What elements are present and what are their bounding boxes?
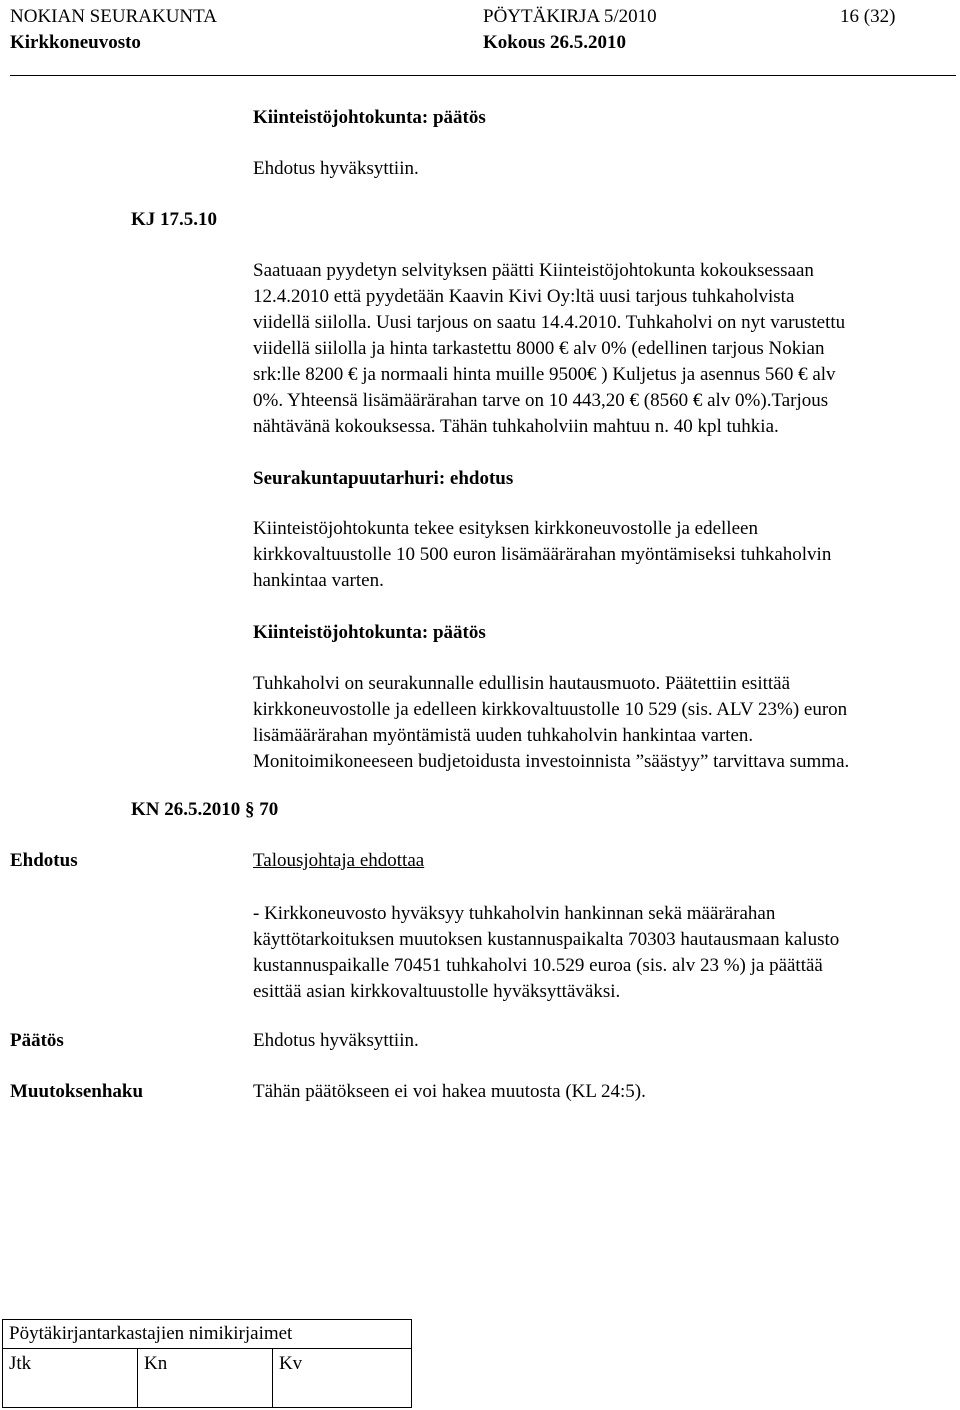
sec3-heading: Kiinteistöjohtokunta: päätös bbox=[253, 622, 486, 643]
kj-line: srk:lle 8200 € ja normaali hinta muille 9500€ ) Kuljetus ja asennus 560 € alv bbox=[253, 364, 836, 385]
muutoksenhaku-text: Tähän päätökseen ei voi hakea muutosta (KL 24:5). bbox=[253, 1081, 646, 1102]
header-doc-title: PÖYTÄKIRJA 5/2010 bbox=[483, 6, 657, 27]
kj-line: Saatuaan pyydetyn selvityksen päätti Kiinteistöjohtokunta kokouksessaan bbox=[253, 260, 814, 281]
signature-col-kn: Kn bbox=[137, 1349, 272, 1408]
ehdotus-line: käyttötarkoituksen muutoksen kustannuspaikalta 70303 hautausmaan kalusto bbox=[253, 929, 840, 950]
kj-paragraph bbox=[253, 258, 953, 440]
kj-line: 12.4.2010 että pyydetään Kaavin Kivi Oy:ltä uusi tarjous tuhkaholvista bbox=[253, 286, 795, 307]
kj-label: KJ 17.5.10 bbox=[131, 209, 218, 230]
ehdotus-label: Ehdotus bbox=[10, 850, 78, 871]
kj-line: viidellä siilolla. Uusi tarjous on saatu 14.4.2010. Tuhkaholvi on nyt varustettu bbox=[253, 312, 846, 333]
sec3-line: Tuhkaholvi on seurakunnalle edullisin hautausmuoto. Päätettiin esittää bbox=[253, 673, 791, 694]
sec3-line: Monitoimikoneeseen budjetoidusta investoinnista ”säästyy” tarvittava summa. bbox=[253, 751, 850, 772]
sec2-line: kirkkovaltuustolle 10 500 euron lisämäärärahan myöntämiseksi tuhkaholvin bbox=[253, 544, 832, 565]
signature-table bbox=[2, 1319, 412, 1408]
paatos-label: Päätös bbox=[10, 1030, 64, 1051]
header-page: 16 (32) bbox=[840, 6, 896, 27]
ehdotus-heading: Talousjohtaja ehdottaa bbox=[253, 850, 425, 871]
kj-line: nähtävänä kokouksessa. Tähän tuhkaholviin mahtuu n. 40 kpl tuhkia. bbox=[253, 416, 779, 437]
kn-label: KN 26.5.2010 § 70 bbox=[131, 799, 279, 820]
ehdotus-line: kustannuspaikalle 70451 tuhkaholvi 10.529 euroa (sis. alv 23 %) ja päättää bbox=[253, 955, 823, 976]
signature-col-jtk: Jtk bbox=[3, 1349, 138, 1408]
signature-col-kv: Kv bbox=[272, 1349, 411, 1408]
sec2-paragraph bbox=[253, 516, 953, 594]
kj-line: viidellä siilolla ja hinta tarkastettu 8000 € alv 0% (edellinen tarjous Nokian bbox=[253, 338, 825, 359]
sec1-text: Ehdotus hyväksyttiin. bbox=[253, 158, 419, 179]
header-org: NOKIAN SEURAKUNTA bbox=[10, 6, 217, 27]
sec2-line: Kiinteistöjohtokunta tekee esityksen kirkkoneuvostolle ja edelleen bbox=[253, 518, 758, 539]
paatos-text: Ehdotus hyväksyttiin. bbox=[253, 1030, 419, 1051]
ehdotus-paragraph bbox=[253, 901, 953, 1005]
header-meeting: Kokous 26.5.2010 bbox=[483, 32, 627, 53]
ehdotus-line: esittää asian kirkkovaltuustolle hyväksyttäväksi. bbox=[253, 981, 621, 1002]
sec3-line: lisämäärärahan myöntämistä uuden tuhkaholvin hankintaa varten. bbox=[253, 725, 754, 746]
sec3-paragraph bbox=[253, 671, 958, 775]
sec2-line: hankintaa varten. bbox=[253, 570, 384, 591]
sec1-heading: Kiinteistöjohtokunta: päätös bbox=[253, 107, 486, 128]
signature-title: Pöytäkirjantarkastajien nimikirjaimet bbox=[3, 1320, 412, 1349]
sec3-line: kirkkoneuvostolle ja edelleen kirkkovaltuustolle 10 529 (sis. ALV 23%) euron bbox=[253, 699, 848, 720]
muutoksenhaku-label: Muutoksenhaku bbox=[10, 1081, 144, 1102]
sec2-heading: Seurakuntapuutarhuri: ehdotus bbox=[253, 468, 514, 489]
ehdotus-line: - Kirkkoneuvosto hyväksyy tuhkaholvin hankinnan sekä määrärahan bbox=[253, 903, 776, 924]
kj-line: 0%. Yhteensä lisämäärärahan tarve on 10 443,20 € (8560 € alv 0%).Tarjous bbox=[253, 390, 829, 411]
header-rule bbox=[10, 75, 956, 76]
header-body: Kirkkoneuvosto bbox=[10, 32, 141, 53]
